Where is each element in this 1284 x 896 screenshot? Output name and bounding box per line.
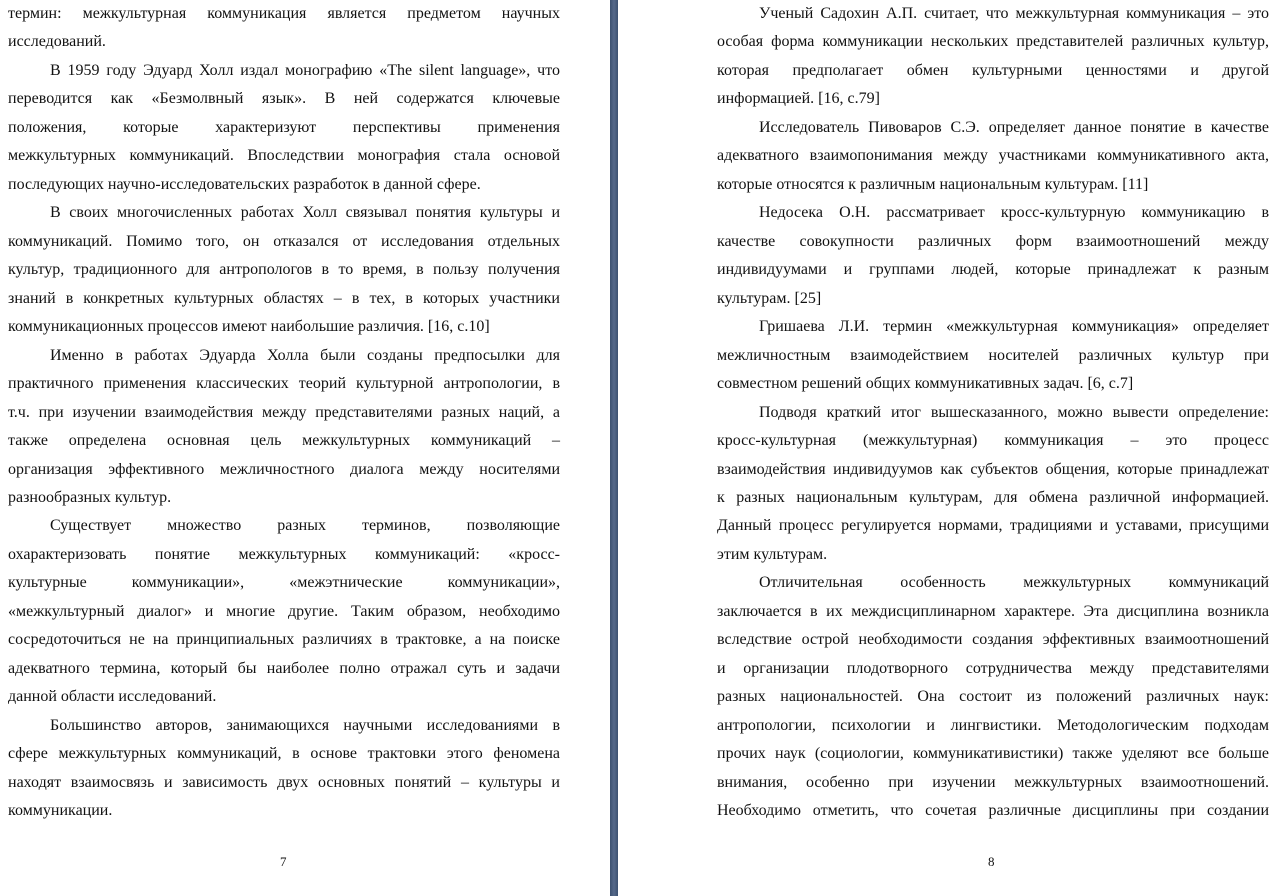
text-line: Отличительная особенность межкультурных коммуникаций [759, 574, 1269, 592]
text-line: находят взаимосвязь и зависимость двух основных понятий – культуры и [8, 773, 560, 791]
text-line: организация эффективного межличностного диалога между носителями [8, 460, 560, 478]
text-line: культурам. [25] [717, 289, 822, 307]
text-line: В 1959 году Эдуард Холл издал монографию «The silent language», что [50, 61, 560, 79]
text-line: межкультурных коммуникаций. Впоследствии монография стала основой [8, 147, 560, 165]
text-line: информацией. [16, с.79] [717, 90, 880, 108]
text-line: вследствие острой необходимости создания эффективных взаимоотношений [717, 631, 1269, 649]
paragraph [8, 342, 560, 513]
text-line: термин: межкультурная коммуникация является предметом научных [8, 5, 560, 22]
text-line: культурные коммуникации», «межэтнические коммуникации», [8, 574, 560, 592]
text-line: также определена основная цель межкультурных коммуникаций – [8, 432, 560, 450]
page-number: 8 [988, 854, 995, 869]
text-line: Именно в работах Эдуарда Холла были созданы предпосылки для [50, 346, 560, 364]
paragraph [8, 199, 560, 341]
text-line: данной области исследований. [8, 688, 217, 706]
text-line: совместном решений общих коммуникативных задач. [6, с.7] [717, 375, 1134, 393]
text-line: которые относятся к различным национальным культурам. [11] [717, 175, 1149, 193]
text-line: культур, традиционного для антропологов в то время, в пользу получения [8, 261, 560, 279]
text-line: кросс-культурная (межкультурная) коммуникация – это процесс [717, 432, 1269, 450]
text-line: особая форма коммуникации нескольких представителей различных культур, [717, 33, 1269, 51]
text-line: взаимодействия индивидуумов как субъектов общения, которые принадлежат [717, 460, 1269, 478]
text-line: разнообразных культур. [8, 488, 172, 506]
paragraph [717, 114, 1269, 199]
page-text[interactable] [717, 0, 1269, 826]
text-line: сфере межкультурных коммуникаций, в основе трактовки этого феномена [8, 745, 560, 763]
text-line: антропологии, психологии и лингвистики. Методологическим подходам [717, 716, 1269, 734]
text-line: коммуникаций. Помимо того, он отказался от исследования отдельных [8, 232, 560, 250]
document-page-8 [618, 0, 1284, 896]
text-line: этим культурам. [717, 545, 828, 563]
text-line: Гришаева Л.И. термин «межкультурная коммуникация» определяет [759, 318, 1269, 336]
text-line: коммуникационных процессов имеют наибольшие различия. [16, с.10] [8, 318, 490, 336]
text-line: межличностным взаимодействием носителей различных культур при [717, 346, 1269, 364]
text-line: последующих научно-исследовательских разработок в данной сфере. [8, 175, 481, 193]
document-page-7 [0, 0, 610, 896]
text-line: разных национальностей. Она состоит из положений различных наук: [717, 688, 1269, 706]
text-line: Большинство авторов, занимающихся научными исследованиями в [50, 716, 560, 734]
text-line: которая предполагает обмен культурными ценностями и другой [717, 61, 1269, 79]
text-line: Недосека О.Н. рассматривает кросс-культурную коммуникацию в [759, 204, 1269, 222]
text-line: прочих наук (социологии, коммуникативистики) также уделяют все больше [717, 745, 1269, 763]
text-line: практичного применения классических теорий культурной антропологии, в [8, 375, 560, 393]
page-number: 7 [280, 854, 287, 869]
paragraph [717, 313, 1269, 398]
text-line: Данный процесс регулируется нормами, традициями и уставами, присущими [717, 517, 1269, 535]
text-line: внимания, особенно при изучении межкультурных взаимоотношений. [717, 773, 1269, 791]
text-line: т.ч. при изучении взаимодействия между представителями разных наций, а [8, 403, 560, 421]
text-line: исследований. [8, 33, 106, 51]
text-line: В своих многочисленных работах Холл связывал понятия культуры и [50, 204, 560, 222]
text-line: охарактеризовать понятие межкультурных коммуникаций: «кросс- [8, 545, 560, 563]
text-line: Необходимо отметить, что сочетая различные дисциплины при создании [717, 802, 1269, 820]
text-line: Ученый Садохин А.П. считает, что межкультурная коммуникация – это [759, 5, 1269, 22]
paragraph [717, 399, 1269, 570]
text-line: сосредоточиться не на принципиальных различиях в трактовке, а на поиске [8, 631, 560, 649]
text-line: индивидуумами и группами людей, которые принадлежат к разным [717, 261, 1269, 279]
page-text[interactable] [8, 0, 560, 826]
paragraph [717, 199, 1269, 313]
text-line: адекватного взаимопонимания между участниками коммуникативного акта, [717, 147, 1269, 165]
text-line: знаний в конкретных культурных областях – в тех, в которых участники [8, 289, 560, 307]
paragraph [8, 712, 560, 826]
text-line: переводится как «Безмолвный язык». В ней содержатся ключевые [8, 90, 560, 108]
page-divider [610, 0, 618, 896]
text-line: положения, которые характеризуют перспективы применения [8, 118, 560, 136]
text-line: адекватного термина, который бы наиболее полно отражал суть и задачи [8, 659, 560, 677]
text-line: и организации плодотворного сотрудничества между представителями [717, 659, 1269, 677]
paragraph [8, 0, 560, 57]
text-line: Исследователь Пивоваров С.Э. определяет данное понятие в качестве [759, 118, 1269, 136]
text-line: Подводя краткий итог вышесказанного, можно вывести определение: [759, 403, 1269, 421]
paragraph [717, 0, 1269, 114]
text-line: Существует множество разных терминов, позволяющие [50, 517, 560, 535]
paragraph [717, 569, 1269, 825]
text-line: коммуникации. [8, 802, 113, 820]
text-line: заключается в их междисциплинарном характере. Эта дисциплина возникла [717, 602, 1269, 620]
text-line: качестве совокупности различных форм взаимоотношений между [717, 232, 1269, 250]
text-line: к разных национальным культурам, для обмена различной информацией. [717, 488, 1269, 506]
paragraph [8, 512, 560, 711]
paragraph [8, 57, 560, 199]
text-line: «межкультурный диалог» и многие другие. Таким образом, необходимо [8, 602, 560, 620]
